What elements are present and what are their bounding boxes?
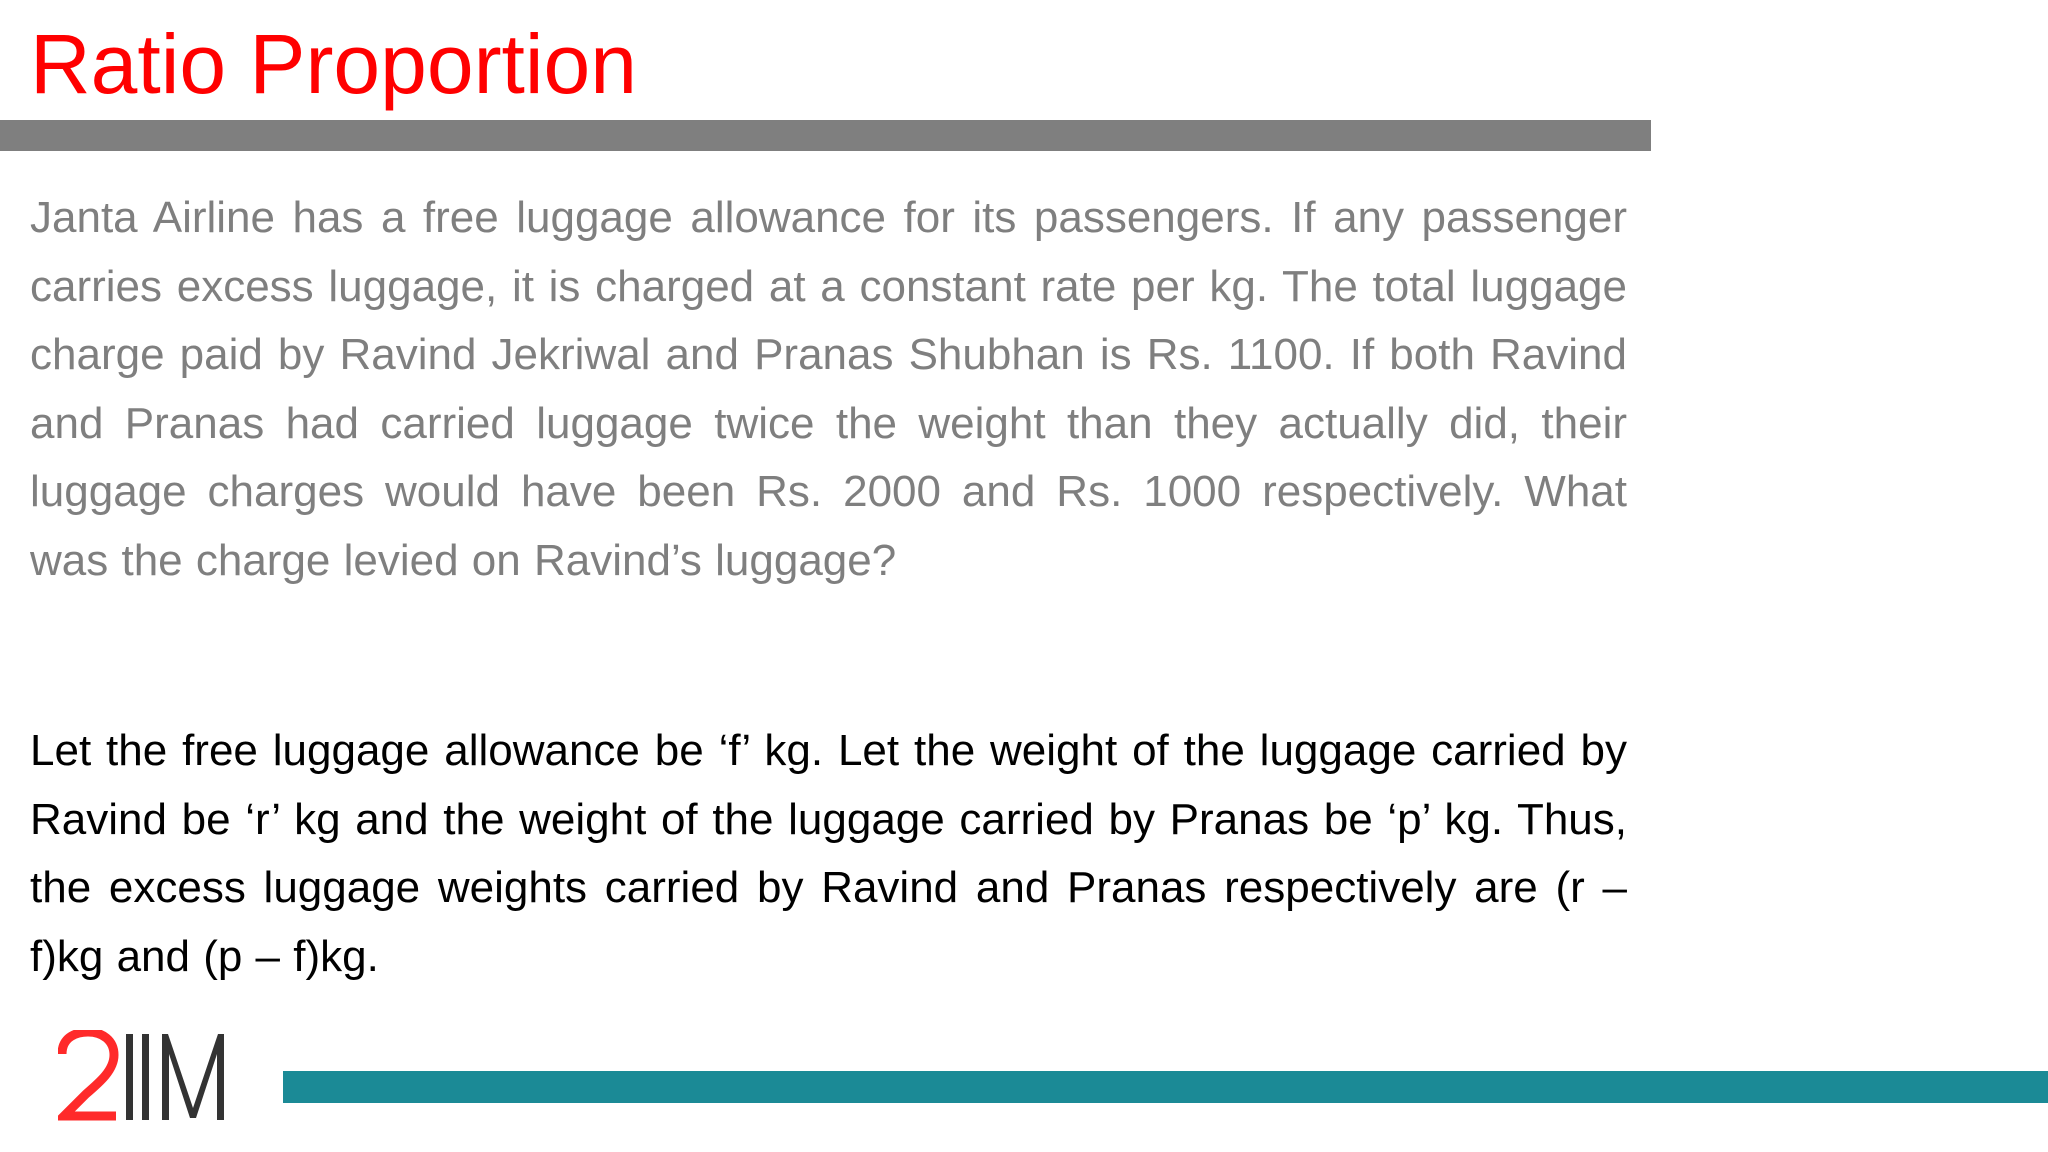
slide-title: Ratio Proportion — [30, 17, 637, 111]
question-text: Janta Airline has a free luggage allowance for its passengers. If any passenger carries excess luggage, it is charged at a constant rate per kg. The total luggage charge paid by Ravind Jekriwal and Pranas Shubhan is Rs. 1100. If both Ravind and Pranas had carried luggage twice the weight than they actually did, their luggage charges would have been Rs. 2000 and Rs. 1000 respectively. What was the charge levied on Ravind’s luggage? — [30, 193, 1627, 585]
2iim-logo — [58, 1030, 234, 1126]
title-underline-bar — [0, 120, 1651, 151]
solution-text: Let the free luggage allowance be ‘f’ kg. Let the weight of the luggage carried by Ravind be ‘r’ kg and the weight of the luggage carried by Pranas be ‘p’ kg. Thus, the excess luggage weights carried by Ravind and Pranas respectively are (r – f)kg and (p – f)kg. — [30, 726, 1627, 981]
footer-accent-bar — [283, 1071, 2048, 1103]
